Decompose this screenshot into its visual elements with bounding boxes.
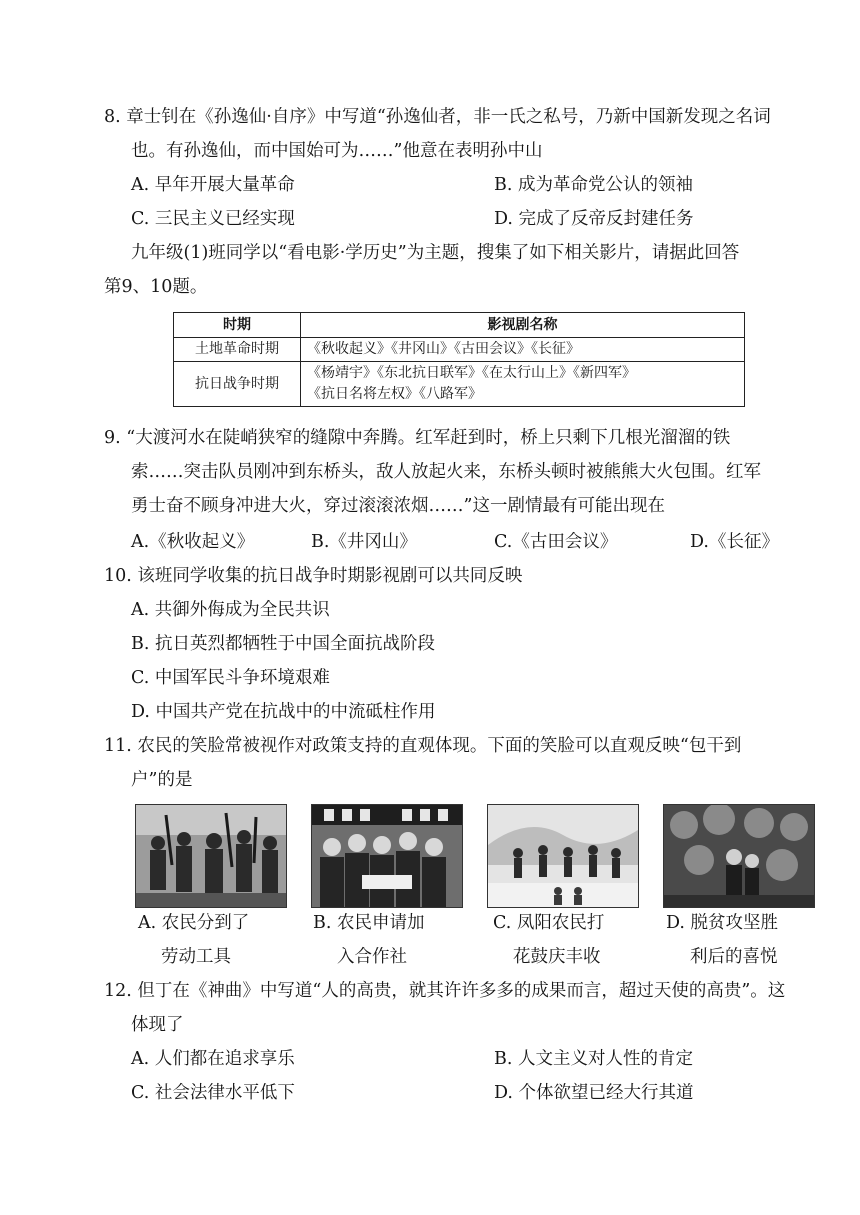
q12-option-d: D. 个体欲望已经大行其道 [494,1083,694,1103]
photo-cooperative-image [312,805,462,907]
q8-option-c: C. 三民主义已经实现 [131,209,295,229]
header-titles: 影视剧名称 [301,313,745,338]
q9-option-a: A.《秋收起义》 [131,532,255,552]
q12-option-a: A. 人们都在追求享乐 [131,1049,295,1069]
q12-stem-line2: 体现了 [131,1015,184,1035]
row-titles-line2: 《抗日名将左权》《八路军》 [307,386,482,402]
q11-stem-line2: 户”的是 [131,770,193,790]
q9-stem-line3: 勇士奋不顾身冲进大火，穿过滚滚浓烟……”这一剧情最有可能出现在 [131,496,665,516]
q11-caption-b-line1: B. 农民申请加 [313,913,425,933]
header-period: 时期 [174,313,301,338]
q10-option-a: A. 共御外侮成为全民共识 [131,600,330,620]
photo-poverty-alleviation [663,804,815,908]
q12-option-c: C. 社会法律水平低下 [131,1083,295,1103]
intro-line2: 第9、10题。 [104,277,208,297]
q11-caption-d-line1: D. 脱贫攻坚胜 [666,913,779,933]
row-period: 土地革命时期 [174,338,301,362]
photo-farmers-tools-image [136,805,286,907]
q9-stem-line1: 9. “大渡河水在陡峭狭窄的缝隙中奔腾。红军赶到时，桥上只剩下几根光溜溜的铁 [104,428,731,448]
table-row [174,362,745,407]
photo-poverty-alleviation-image [664,805,814,907]
q12-stem-line1: 12. 但丁在《神曲》中写道“人的高贵，就其许许多多的成果而言，超过天使的高贵”。这 [104,981,786,1001]
row-titles [301,362,745,407]
q11-stem-line1: 11. 农民的笑脸常被视作对政策支持的直观体现。下面的笑脸可以直观反映“包干到 [104,736,742,756]
q8-option-d: D. 完成了反帝反封建任务 [494,209,694,229]
photo-cooperative [311,804,463,908]
q10-stem: 10. 该班同学收集的抗日战争时期影视剧可以共同反映 [104,566,523,586]
q10-option-b: B. 抗日英烈都牺牲于中国全面抗战阶段 [131,634,435,654]
q11-caption-a-line2: 劳动工具 [161,947,231,967]
table-row [174,338,745,362]
photo-flower-drum-image [488,805,638,907]
q11-caption-a-line1: A. 农民分到了 [138,913,250,933]
q10-option-c: C. 中国军民斗争环境艰难 [131,668,330,688]
q8-stem-line1: 8. 章士钊在《孙逸仙·自序》中写道“孙逸仙者，非一氏之私号，乃新中国新发现之名词 [104,107,771,127]
q9-stem-line2: 索……突击队员刚冲到东桥头，敌人放起火来，东桥头顿时被熊熊大火包围。红军 [131,462,761,482]
q9-option-b: B.《井冈山》 [311,532,417,552]
q11-caption-c-line2: 花鼓庆丰收 [513,947,601,967]
q11-caption-d-line2: 利后的喜悦 [690,947,778,967]
row-titles-line1: 《杨靖宇》《东北抗日联军》《在太行山上》《新四军》 [307,365,636,381]
row-period: 抗日战争时期 [174,362,301,407]
film-table [173,312,745,407]
q10-option-d: D. 中国共产党在抗战中的中流砥柱作用 [131,702,436,722]
photo-farmers-tools [135,804,287,908]
q9-option-c: C.《古田会议》 [494,532,618,552]
q8-option-b: B. 成为革命党公认的领袖 [494,175,693,195]
q9-option-d: D.《长征》 [690,532,779,552]
table-header-row [174,313,745,338]
q8-option-a: A. 早年开展大量革命 [131,175,295,195]
q8-stem-line2: 也。有孙逸仙，而中国始可为……”他意在表明孙中山 [131,141,543,161]
row-titles: 《秋收起义》《井冈山》《古田会议》《长征》 [301,338,745,362]
q12-option-b: B. 人文主义对人性的肯定 [494,1049,693,1069]
q11-caption-b-line2: 入合作社 [337,947,407,967]
q11-caption-c-line1: C. 凤阳农民打 [493,913,605,933]
photo-flower-drum [487,804,639,908]
intro-line1: 九年级(1)班同学以“看电影·学历史”为主题，搜集了如下相关影片，请据此回答 [131,243,740,263]
